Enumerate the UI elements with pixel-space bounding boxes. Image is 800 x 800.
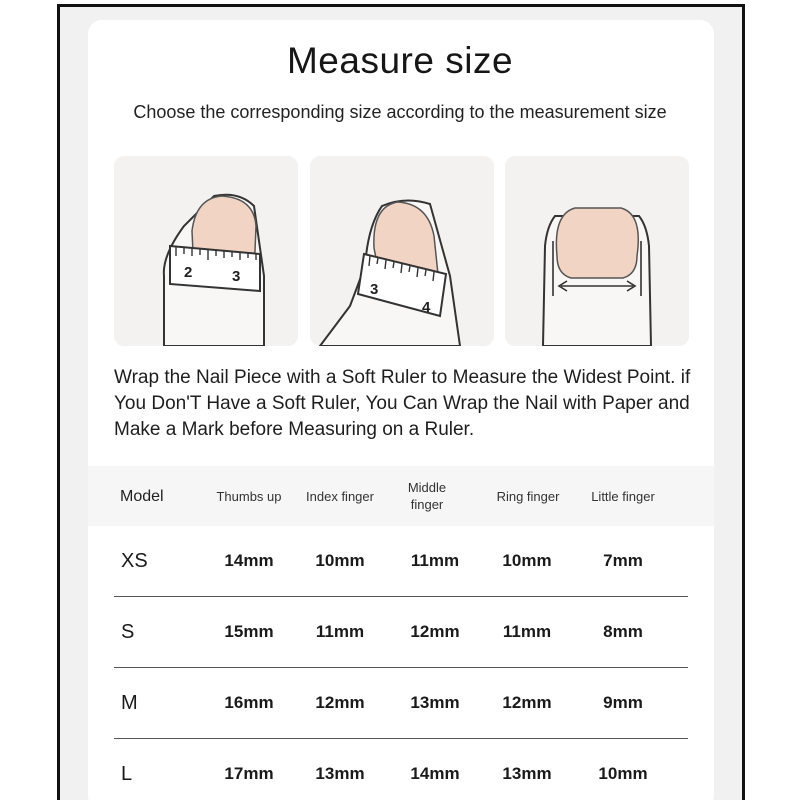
row-model: S xyxy=(121,620,135,643)
header-middle-line1: Middle xyxy=(407,480,447,495)
row-thumb: 17mm xyxy=(224,764,274,783)
row-ring: 13mm xyxy=(502,764,552,783)
row-index: 12mm xyxy=(315,693,365,712)
thumb-ruler-illustration xyxy=(114,156,298,346)
page-subtitle: Choose the corresponding size according to the measurement size xyxy=(133,102,667,122)
nail-width-icon xyxy=(505,156,689,346)
header-thumb: Thumbs up xyxy=(216,488,282,504)
header-little: Little finger xyxy=(591,488,655,504)
ruler-mark: 4 xyxy=(422,299,431,316)
page-title: Measure size xyxy=(286,40,514,81)
row-thumb: 16mm xyxy=(224,693,274,712)
row-middle: 12mm xyxy=(410,622,460,641)
header-index: Index finger xyxy=(306,488,374,504)
header-middle-line2: finger xyxy=(410,497,444,512)
table-row xyxy=(88,668,714,738)
row-model: M xyxy=(121,691,138,714)
measurement-instructions: Wrap the Nail Piece with a Soft Ruler to Measure the Widest Point. if You Don'T Have a Soft Ruler, You Can Wrap the Nail with Paper and Make a Mark before Measuring on a Ruler. xyxy=(114,367,691,440)
row-thumb: 15mm xyxy=(224,622,274,641)
row-middle: 11mm xyxy=(410,551,460,570)
size-table-header xyxy=(88,466,714,526)
row-little: 9mm xyxy=(603,693,643,712)
row-little: 10mm xyxy=(598,764,648,783)
table-row xyxy=(88,526,714,596)
row-ring: 11mm xyxy=(502,622,552,641)
row-model: XS xyxy=(121,549,148,572)
ruler-mark: 3 xyxy=(232,268,241,285)
header-ring: Ring finger xyxy=(496,488,560,504)
thumb-ruler-icon xyxy=(114,156,298,346)
row-middle: 14mm xyxy=(410,764,460,783)
row-ring: 10mm xyxy=(502,551,552,570)
row-model: L xyxy=(121,762,133,785)
finger-ruler-icon xyxy=(310,156,494,346)
row-little: 7mm xyxy=(603,551,643,570)
ruler-mark: 3 xyxy=(370,281,379,298)
header-middle xyxy=(385,466,469,526)
header-model: Model xyxy=(120,487,164,505)
row-index: 11mm xyxy=(315,622,365,641)
ruler-mark: 2 xyxy=(184,264,193,281)
table-row xyxy=(88,597,714,667)
table-row xyxy=(88,739,714,800)
row-little: 8mm xyxy=(603,622,643,641)
nail-width-illustration xyxy=(505,156,689,346)
row-index: 13mm xyxy=(315,764,365,783)
row-ring: 12mm xyxy=(502,693,552,712)
row-index: 10mm xyxy=(315,551,365,570)
finger-ruler-illustration xyxy=(310,156,494,346)
row-thumb: 14mm xyxy=(224,551,274,570)
row-middle: 13mm xyxy=(410,693,460,712)
